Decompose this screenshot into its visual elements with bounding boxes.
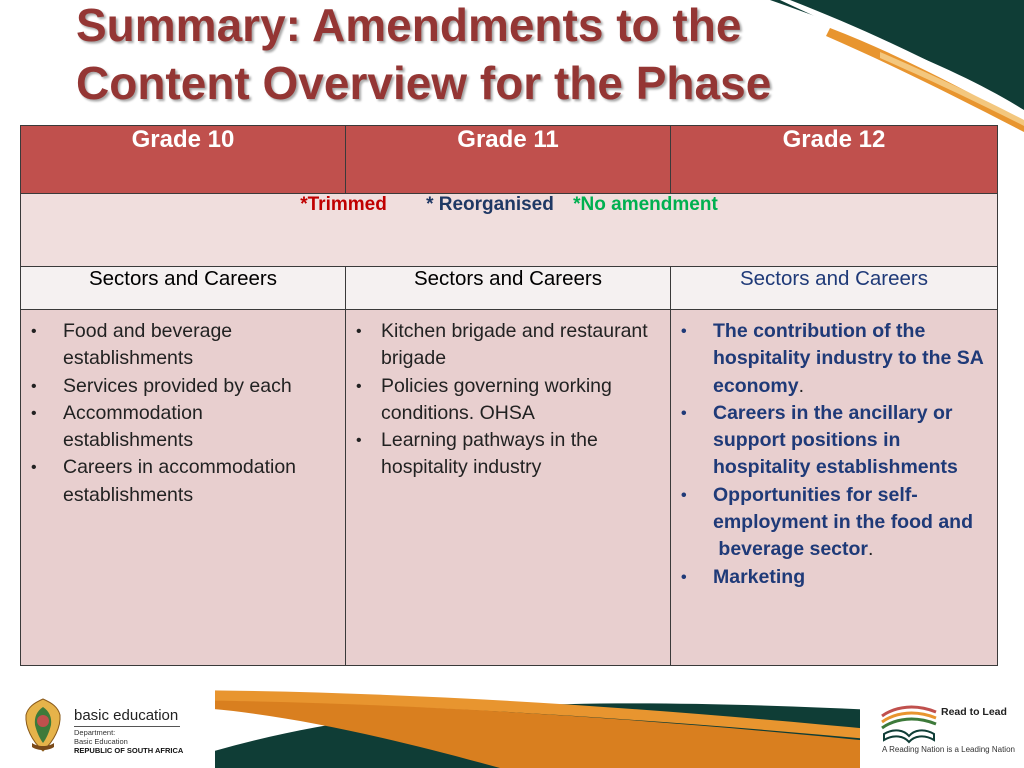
list-item: • Accommodation establishments [31,401,203,452]
header-grade-10: Grade 10 [21,126,346,194]
bullet-icon: • [356,323,362,340]
legend-row [21,194,998,267]
grade-11-content [346,310,671,666]
read-to-lead-tagline: A Reading Nation is a Leading Nation [882,745,1015,754]
bullet-icon: • [681,323,687,340]
sector-row [21,267,998,310]
bullet-icon: • [31,404,37,422]
content-row [21,310,998,666]
bullet-icon: • [681,486,687,504]
legend-trimmed: *Trimmed [300,194,387,215]
grade-12-list [671,310,997,591]
list-item: • The contribution of the hospitality industry to the SA economy. [681,320,984,397]
open-book-icon [878,700,940,746]
header-row [21,126,998,194]
read-to-lead-label: Read to Lead [941,706,1007,718]
bullet-icon: • [31,323,37,340]
dept-name: basic education [74,707,179,724]
bullet-icon: • [31,377,37,395]
bullet-icon: • [356,377,362,395]
bullet-icon: • [31,459,37,477]
list-item: • Opportunities for self-employment in the food and beverage sector. [681,483,974,561]
bullet-icon: • [681,568,687,586]
list-item: • Food and beverage establishments [31,320,233,370]
header-grade-11: Grade 11 [346,126,671,194]
dept-divider [74,726,180,727]
legend-cell [21,194,998,267]
bullet-icon: • [681,404,687,422]
list-item: • Services provided by each [29,373,337,400]
grade-12-content [671,310,998,666]
list-item: • Careers in the ancillary or support positions in hospitality establishments [681,401,958,479]
list-item: • Kitchen brigade and restaurant brigade [356,320,648,370]
amendments-table [20,125,998,666]
bullet-icon: • [356,432,362,450]
grade-10-content [21,310,346,666]
legend-no-amendment: *No amendment [573,194,718,215]
list-item: • Marketing [679,564,989,591]
list-item: • Learning pathways in the hospitality industry [356,429,598,479]
header-grade-12: Grade 12 [671,126,998,194]
grade-11-list [346,310,670,482]
grade-10-list [21,310,345,509]
list-item: • Careers in accommodation establishments [31,456,297,506]
title-line-1: Summary: Amendments to the [76,0,742,51]
coat-of-arms-icon [22,697,64,753]
sector-label-grade-10: Sectors and Careers [21,267,346,310]
dept-subtitle: Department: Basic Education [74,728,128,746]
list-item: • Policies governing working conditions. OHSA [356,374,612,424]
slide-title [76,0,876,112]
sector-label-grade-11: Sectors and Careers [346,267,671,310]
title-line-2: Content Overview for the Phase [76,57,772,109]
legend-reorganised: * Reorganised [426,194,554,215]
sector-label-grade-12: Sectors and Careers [671,267,998,310]
dept-country: REPUBLIC OF SOUTH AFRICA [74,746,184,755]
